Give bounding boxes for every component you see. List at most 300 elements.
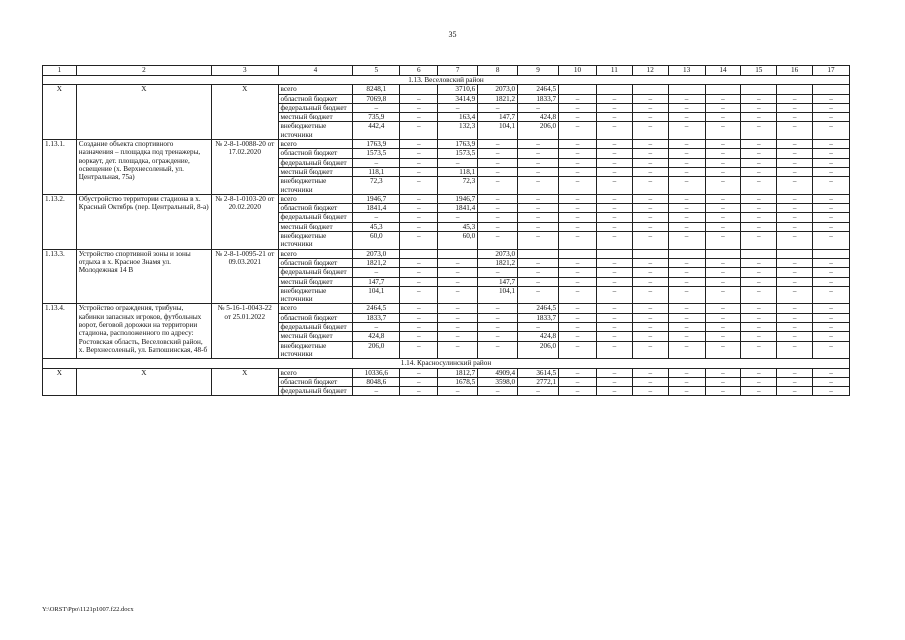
column-number: 7 (438, 66, 478, 76)
amount-cell: – (559, 177, 597, 195)
amount-cell: – (400, 122, 438, 140)
amount-cell: – (559, 368, 597, 377)
amount-cell: – (559, 332, 597, 341)
amount-cell: 10336,6 (353, 368, 400, 377)
amount-cell: – (353, 268, 400, 277)
amount-cell: – (596, 341, 632, 359)
item-number: 1.13.4. (43, 304, 77, 359)
amount-cell: – (741, 213, 777, 222)
amount-cell: 1821,2 (353, 258, 400, 267)
amount-cell: – (596, 313, 632, 322)
amount-cell: – (668, 332, 705, 341)
amount-cell: – (741, 277, 777, 286)
amount-cell: – (559, 167, 597, 176)
amount-cell: – (559, 277, 597, 286)
amount-cell: – (741, 204, 777, 213)
amount-cell: – (813, 368, 850, 377)
amount-cell: – (668, 387, 705, 396)
amount-cell: – (813, 94, 850, 103)
amount-cell: – (632, 149, 668, 158)
funding-source: всего (278, 85, 353, 94)
amount-cell: – (705, 149, 741, 158)
amount-cell: – (400, 158, 438, 167)
column-number: 6 (400, 66, 438, 76)
amount-cell: – (559, 268, 597, 277)
amount-cell: – (596, 222, 632, 231)
amount-cell (632, 249, 668, 258)
amount-cell: – (705, 204, 741, 213)
funding-source: всего (278, 368, 353, 377)
item-number: 1.13.1. (43, 140, 77, 195)
amount-cell: – (813, 103, 850, 112)
amount-cell: – (632, 304, 668, 313)
amount-cell: – (559, 213, 597, 222)
object-name: X (76, 368, 211, 396)
amount-cell: 2464,5 (518, 304, 559, 313)
amount-cell: – (668, 122, 705, 140)
amount-cell: – (353, 213, 400, 222)
amount-cell: – (668, 313, 705, 322)
column-number: 13 (668, 66, 705, 76)
amount-cell: – (668, 323, 705, 332)
amount-cell: 104,1 (478, 286, 518, 304)
funding-source: местный бюджет (278, 332, 353, 341)
amount-cell: – (478, 232, 518, 250)
amount-cell: – (813, 194, 850, 203)
amount-cell: 1678,5 (438, 377, 478, 386)
amount-cell: 442,4 (353, 122, 400, 140)
amount-cell: 1573,5 (438, 149, 478, 158)
amount-cell: – (813, 313, 850, 322)
amount-cell: – (478, 177, 518, 195)
funding-source: местный бюджет (278, 113, 353, 122)
funding-source: местный бюджет (278, 167, 353, 176)
amount-cell (632, 85, 668, 94)
amount-cell: – (813, 167, 850, 176)
amount-cell: – (632, 323, 668, 332)
amount-cell: – (813, 177, 850, 195)
column-number: 1 (43, 66, 77, 76)
funding-source: внебюджетные источники (278, 232, 353, 250)
amount-cell: – (705, 222, 741, 231)
amount-cell: – (777, 323, 813, 332)
amount-cell: – (478, 341, 518, 359)
amount-cell: – (741, 258, 777, 267)
amount-cell: – (632, 177, 668, 195)
funding-source: областной бюджет (278, 313, 353, 322)
budget-table (42, 65, 850, 396)
amount-cell: – (596, 177, 632, 195)
amount-cell: – (559, 103, 597, 112)
amount-cell: – (777, 113, 813, 122)
amount-cell (518, 249, 559, 258)
table-row (43, 140, 850, 149)
amount-cell: – (596, 140, 632, 149)
amount-cell: – (478, 103, 518, 112)
amount-cell: 424,8 (518, 332, 559, 341)
amount-cell: – (353, 158, 400, 167)
amount-cell: – (777, 286, 813, 304)
amount-cell: – (400, 194, 438, 203)
amount-cell: – (741, 268, 777, 277)
amount-cell: – (632, 113, 668, 122)
amount-cell: – (705, 94, 741, 103)
amount-cell: – (632, 167, 668, 176)
funding-source: внебюджетные источники (278, 286, 353, 304)
column-number: 15 (741, 66, 777, 76)
amount-cell: – (777, 232, 813, 250)
amount-cell: – (632, 140, 668, 149)
amount-cell: 424,8 (518, 113, 559, 122)
amount-cell: – (400, 268, 438, 277)
amount-cell: – (777, 222, 813, 231)
amount-cell: – (400, 149, 438, 158)
amount-cell: – (596, 232, 632, 250)
table-row (43, 249, 850, 258)
amount-cell: – (777, 377, 813, 386)
amount-cell: – (668, 94, 705, 103)
amount-cell: – (400, 323, 438, 332)
amount-cell: – (353, 323, 400, 332)
item-number: X (43, 368, 77, 396)
amount-cell: 1763,9 (438, 140, 478, 149)
amount-cell: – (777, 167, 813, 176)
amount-cell: – (632, 277, 668, 286)
amount-cell: – (777, 204, 813, 213)
table-row (43, 368, 850, 377)
amount-cell: – (632, 204, 668, 213)
amount-cell: – (400, 277, 438, 286)
amount-cell (596, 249, 632, 258)
amount-cell: – (705, 232, 741, 250)
amount-cell: – (518, 323, 559, 332)
amount-cell: – (813, 341, 850, 359)
amount-cell: 1821,2 (478, 258, 518, 267)
amount-cell: – (596, 387, 632, 396)
amount-cell: – (632, 194, 668, 203)
amount-cell: 72,3 (438, 177, 478, 195)
amount-cell: – (400, 213, 438, 222)
amount-cell: – (400, 304, 438, 313)
amount-cell: – (668, 286, 705, 304)
amount-cell: – (668, 103, 705, 112)
amount-cell: – (596, 258, 632, 267)
amount-cell: – (478, 222, 518, 231)
amount-cell: 424,8 (353, 332, 400, 341)
column-number: 8 (478, 66, 518, 76)
amount-cell: – (400, 177, 438, 195)
amount-cell: – (813, 268, 850, 277)
amount-cell: – (741, 122, 777, 140)
amount-cell: – (777, 122, 813, 140)
amount-cell: – (596, 286, 632, 304)
funding-source: всего (278, 304, 353, 313)
amount-cell: – (353, 387, 400, 396)
amount-cell: – (632, 313, 668, 322)
column-number: 10 (559, 66, 597, 76)
amount-cell: – (741, 140, 777, 149)
amount-cell: 104,1 (478, 122, 518, 140)
amount-cell: – (668, 368, 705, 377)
amount-cell: – (596, 149, 632, 158)
amount-cell: – (478, 387, 518, 396)
amount-cell: – (705, 277, 741, 286)
amount-cell: – (813, 213, 850, 222)
amount-cell: – (400, 204, 438, 213)
amount-cell: – (438, 332, 478, 341)
column-number: 2 (76, 66, 211, 76)
amount-cell: – (777, 158, 813, 167)
amount-cell: – (559, 323, 597, 332)
amount-cell: – (741, 194, 777, 203)
amount-cell: 2073,0 (478, 249, 518, 258)
column-number: 16 (777, 66, 813, 76)
funding-source: областной бюджет (278, 377, 353, 386)
amount-cell: – (741, 222, 777, 231)
amount-cell: – (777, 304, 813, 313)
amount-cell: – (559, 122, 597, 140)
amount-cell: – (632, 368, 668, 377)
expertise-document: X (211, 368, 278, 396)
amount-cell: – (438, 103, 478, 112)
expertise-document: № 2-8-1-0103-20 от 20.02.2020 (211, 194, 278, 249)
object-name: Устройство спортивной зоны и зоны отдыха в х. Красное Знамя ул. Молодежная 14 В (76, 249, 211, 304)
expertise-document: № 2-8-1-0088-20 от 17.02.2020 (211, 140, 278, 195)
amount-cell: – (478, 204, 518, 213)
amount-cell: – (400, 258, 438, 267)
amount-cell: – (438, 277, 478, 286)
amount-cell: – (777, 387, 813, 396)
item-number: X (43, 85, 77, 140)
object-name: X (76, 85, 211, 140)
amount-cell: – (632, 332, 668, 341)
amount-cell: – (813, 387, 850, 396)
amount-cell: 1763,9 (353, 140, 400, 149)
object-name: Устройство ограждения, трибуны, кабинки запасных игроков, футбольных ворот, беговой дорожки на территории стадиона, расположенного по адресу: Ростовская область, Веселовский район, х. Верхнесоленый, ул. Батюшинская, 48-б (76, 304, 211, 359)
region-title: 1.13. Веселовский район (43, 76, 850, 85)
amount-cell: – (813, 277, 850, 286)
amount-cell: – (400, 94, 438, 103)
amount-cell: 3614,5 (518, 368, 559, 377)
amount-cell: – (559, 158, 597, 167)
amount-cell: – (668, 149, 705, 158)
amount-cell: 104,1 (353, 286, 400, 304)
region-title: 1.14. Красносулинский район (43, 359, 850, 368)
amount-cell: 45,3 (353, 222, 400, 231)
amount-cell: – (518, 140, 559, 149)
amount-cell: 163,4 (438, 113, 478, 122)
amount-cell (705, 85, 741, 94)
amount-cell: – (518, 204, 559, 213)
amount-cell: – (777, 268, 813, 277)
amount-cell: – (813, 304, 850, 313)
amount-cell: – (632, 258, 668, 267)
amount-cell: – (559, 194, 597, 203)
amount-cell: – (559, 222, 597, 231)
amount-cell (813, 85, 850, 94)
amount-cell: 1841,4 (438, 204, 478, 213)
amount-cell: – (668, 377, 705, 386)
expertise-document: X (211, 85, 278, 140)
amount-cell: 1946,7 (353, 194, 400, 203)
amount-cell: – (518, 286, 559, 304)
amount-cell: – (813, 122, 850, 140)
file-path-footer: Y:\ORST\Ppo\1121p1007.f22.docx (42, 606, 134, 613)
amount-cell: – (478, 149, 518, 158)
amount-cell: – (632, 387, 668, 396)
table-row (43, 85, 850, 94)
amount-cell (777, 85, 813, 94)
column-number: 9 (518, 66, 559, 76)
amount-cell: – (632, 213, 668, 222)
amount-cell: – (400, 222, 438, 231)
amount-cell: – (353, 103, 400, 112)
amount-cell: – (438, 304, 478, 313)
amount-cell: – (705, 286, 741, 304)
amount-cell: – (400, 341, 438, 359)
amount-cell: – (741, 387, 777, 396)
amount-cell: – (559, 377, 597, 386)
amount-cell: – (813, 113, 850, 122)
amount-cell: – (777, 341, 813, 359)
amount-cell: – (741, 232, 777, 250)
amount-cell: – (777, 194, 813, 203)
amount-cell: – (559, 232, 597, 250)
amount-cell: – (596, 122, 632, 140)
amount-cell: – (478, 332, 518, 341)
funding-source: внебюджетные источники (278, 177, 353, 195)
amount-cell: – (741, 368, 777, 377)
expertise-document: № 2-8-1-0095-21 от 09.03.2021 (211, 249, 278, 304)
amount-cell: – (438, 313, 478, 322)
funding-source: всего (278, 194, 353, 203)
amount-cell: – (777, 177, 813, 195)
amount-cell: – (668, 258, 705, 267)
amount-cell: 3414,9 (438, 94, 478, 103)
funding-source: всего (278, 249, 353, 258)
amount-cell: – (478, 313, 518, 322)
amount-cell: – (518, 222, 559, 231)
amount-cell: – (668, 277, 705, 286)
funding-source: местный бюджет (278, 277, 353, 286)
amount-cell: – (705, 194, 741, 203)
amount-cell: 735,9 (353, 113, 400, 122)
table-row (43, 304, 850, 313)
amount-cell: – (518, 194, 559, 203)
amount-cell (559, 85, 597, 94)
amount-cell: 132,3 (438, 122, 478, 140)
amount-cell: – (668, 304, 705, 313)
amount-cell: – (668, 232, 705, 250)
amount-cell: 8048,6 (353, 377, 400, 386)
amount-cell: – (741, 332, 777, 341)
amount-cell: – (668, 140, 705, 149)
amount-cell: – (813, 377, 850, 386)
amount-cell: – (668, 177, 705, 195)
amount-cell: – (813, 140, 850, 149)
amount-cell: – (438, 286, 478, 304)
amount-cell: – (478, 323, 518, 332)
column-number: 11 (596, 66, 632, 76)
amount-cell: 2073,0 (353, 249, 400, 258)
amount-cell: – (813, 222, 850, 231)
amount-cell: – (400, 332, 438, 341)
page-number: 35 (448, 30, 457, 39)
amount-cell: – (813, 204, 850, 213)
amount-cell: – (668, 222, 705, 231)
amount-cell: – (705, 368, 741, 377)
funding-source: федеральный бюджет (278, 268, 353, 277)
amount-cell (400, 85, 438, 94)
amount-cell: – (741, 103, 777, 112)
amount-cell: – (632, 377, 668, 386)
amount-cell (559, 249, 597, 258)
amount-cell: 147,7 (478, 113, 518, 122)
column-number: 12 (632, 66, 668, 76)
amount-cell: – (518, 177, 559, 195)
amount-cell: – (478, 194, 518, 203)
amount-cell: – (705, 213, 741, 222)
amount-cell: – (400, 387, 438, 396)
amount-cell (705, 249, 741, 258)
amount-cell: – (438, 323, 478, 332)
region-header-row (43, 76, 850, 85)
amount-cell: – (705, 113, 741, 122)
amount-cell: – (777, 258, 813, 267)
amount-cell: – (559, 341, 597, 359)
item-number: 1.13.2. (43, 194, 77, 249)
amount-cell: 1573,5 (353, 149, 400, 158)
amount-cell: – (400, 113, 438, 122)
amount-cell: – (777, 313, 813, 322)
amount-cell: – (741, 158, 777, 167)
amount-cell: – (813, 332, 850, 341)
amount-cell: – (518, 149, 559, 158)
amount-cell (438, 249, 478, 258)
amount-cell (668, 249, 705, 258)
table-body (43, 66, 850, 396)
amount-cell: – (400, 167, 438, 176)
amount-cell: – (668, 268, 705, 277)
amount-cell: – (559, 313, 597, 322)
amount-cell: – (400, 103, 438, 112)
amount-cell: – (438, 213, 478, 222)
amount-cell: – (705, 377, 741, 386)
funding-source: всего (278, 140, 353, 149)
amount-cell: – (518, 387, 559, 396)
amount-cell: 3598,0 (478, 377, 518, 386)
amount-cell: – (400, 232, 438, 250)
column-number: 17 (813, 66, 850, 76)
amount-cell: – (596, 167, 632, 176)
expertise-document: № 5-16-1-0043-22 от 25.01.2022 (211, 304, 278, 359)
amount-cell: 1833,7 (518, 94, 559, 103)
funding-source: федеральный бюджет (278, 103, 353, 112)
amount-cell: – (518, 167, 559, 176)
amount-cell: – (777, 103, 813, 112)
amount-cell: – (813, 149, 850, 158)
column-number: 5 (353, 66, 400, 76)
amount-cell: – (777, 213, 813, 222)
funding-source: федеральный бюджет (278, 323, 353, 332)
funding-source: внебюджетные источники (278, 341, 353, 359)
funding-source: федеральный бюджет (278, 213, 353, 222)
amount-cell: – (741, 341, 777, 359)
amount-cell: – (741, 149, 777, 158)
amount-cell: – (596, 268, 632, 277)
amount-cell: – (438, 341, 478, 359)
amount-cell: – (813, 158, 850, 167)
